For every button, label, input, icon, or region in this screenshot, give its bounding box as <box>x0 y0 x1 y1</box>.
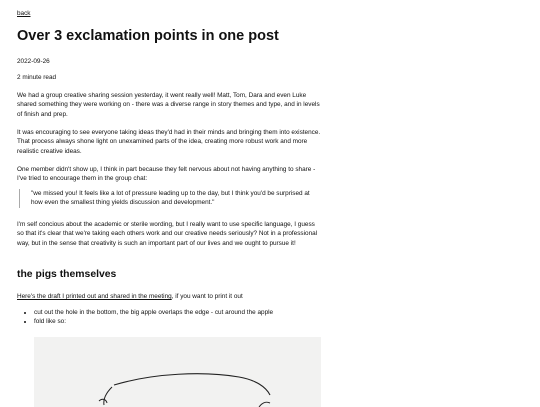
draft-link[interactable]: Here's the draft I printed out and shared in the meeting <box>17 293 172 300</box>
draft-line <box>17 292 243 301</box>
section-heading: the pigs themselves <box>17 269 117 280</box>
list-item: • cut out the hole in the bottom, the big apple overlaps the edge - cut around the apple <box>34 308 334 317</box>
draft-suffix: , if you want to print it out <box>171 293 243 300</box>
paragraph-missing-member: One member didn't show up, I think in part because they felt nervous about not having anything to share - I've tried to encourage them in the group chat: <box>17 166 316 183</box>
paragraph-wording: I'm self concious about the academic or sterile wording, but I really want to use specific language, I guess so that it's clear that we're taking each others work and our creative needs seriously? Not in a professional way, but in the sense that creativity is such an important part of our lives and we ought to pursue it! <box>17 221 318 247</box>
read-time: 2 minute read <box>17 74 57 81</box>
post-title: Over 3 exclamation points in one post <box>17 28 279 44</box>
pig-sketch-image <box>34 337 321 407</box>
paragraph-encouraging: It was encouraging to see everyone taking ideas they'd had in their minds and bringing them into existence. That process always shone light on unexamined parts of the idea, creating more robust work and more realistic creative ideas. <box>17 129 321 155</box>
quote-block <box>19 189 311 208</box>
instructions-list <box>17 308 334 327</box>
post-date: 2022-09-26 <box>17 58 50 65</box>
back-link[interactable]: back <box>17 10 31 17</box>
quote-text: "we missed you! It feels like a lot of pressure leading up to the day, but I think you'd be surprised at how even the smallest thing yields discussion and development." <box>31 190 310 207</box>
paragraph-intro: We had a group creative sharing session yesterday, it went really well! Matt, Tom, Dara and even Luke shared something they were working on - there was a diverse range in story themes and type, and in levels of finish and prep. <box>17 92 320 118</box>
pig-sketch-drawing <box>34 337 321 407</box>
list-item: • fold like so: <box>34 317 334 326</box>
